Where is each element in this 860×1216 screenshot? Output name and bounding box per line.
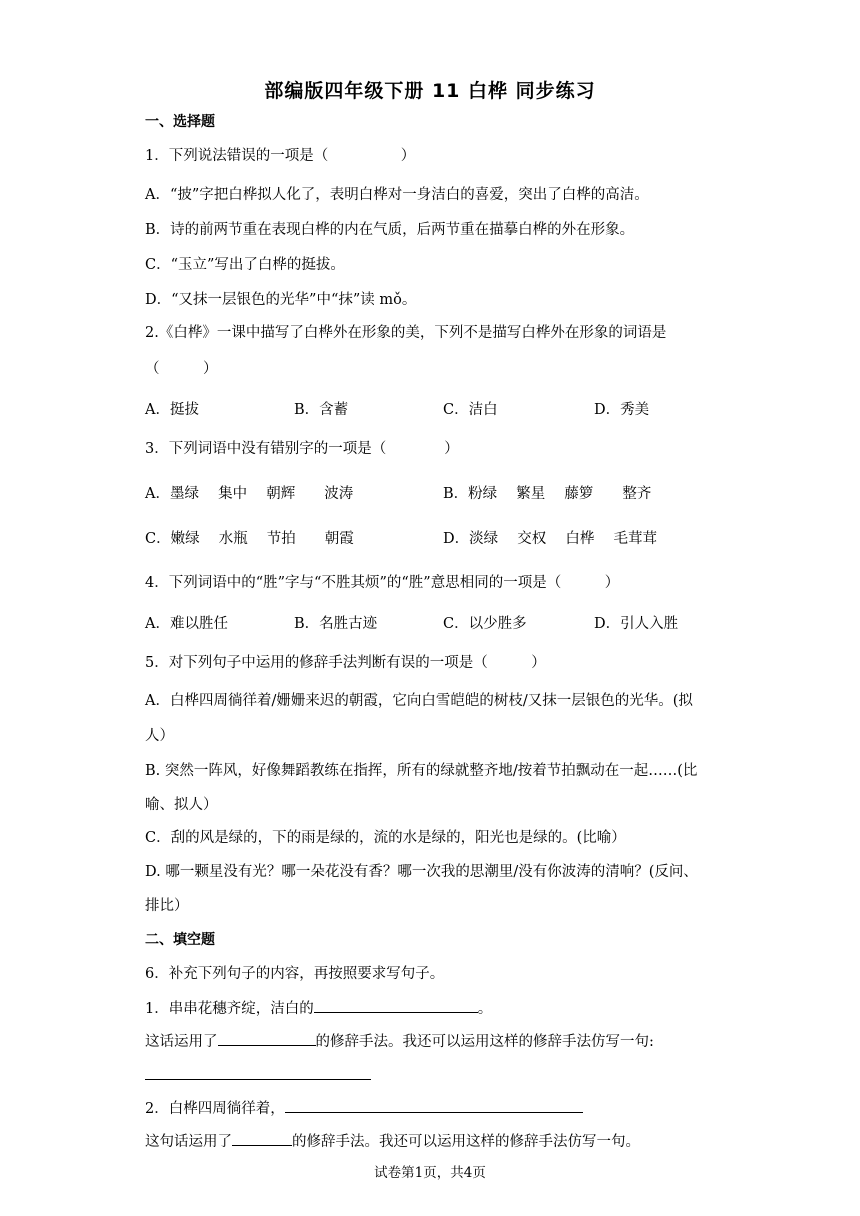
fill-blank-1[interactable] [314,998,478,1013]
question-1-stem: 1．下列说法错误的一项是（ ） [145,148,416,164]
question-1-option-a: A．“披”字把白桦拟人化了，表明白桦对一身洁白的喜爱，突出了白桦的高洁。 [145,187,649,203]
question-6-stem: 6．补充下列句子的内容，再按照要求写句子。 [145,966,445,982]
question-2-option-c: C．洁白 [443,402,498,418]
question-6-line-4 [145,1131,640,1152]
question-4-stem: 4．下列词语中的“胜”字与“不胜其烦”的“胜”意思相同的一项是（ ） [145,575,620,591]
question-5-option-d: D. 哪一颗星没有光？哪一朵花没有香？哪一次我的思潮里/没有你波涛的清响？(反问、 [145,864,698,880]
question-2-paren: （ ） [145,361,218,377]
question-6-line-4-prefix: 这句话运用了 [145,1134,232,1150]
question-6-line-1-prefix: 1．串串花穗齐绽，洁白的 [145,1001,314,1017]
question-6-line-2-prefix: 这话运用了 [145,1034,218,1050]
question-5-stem: 5．对下列句子中运用的修辞手法判断有误的一项是（ ） [145,655,546,671]
question-1-option-b: B．诗的前两节重在表现白桦的内在气质，后两节重在描摹白桦的外在形象。 [145,222,635,238]
question-5-option-b: B. 突然一阵风，好像舞蹈教练在指挥，所有的绿就整齐地/按着节拍飘动在一起……(比 [145,763,698,779]
question-6-line-3 [145,1098,583,1119]
question-5-option-d-cont: 排比） [145,898,189,914]
question-2-option-b: B．含蓄 [294,402,349,418]
page-title: 部编版四年级下册 11 白桦 同步练习 [264,80,596,102]
question-4-option-c: C．以少胜多 [443,616,527,632]
question-3-stem: 3．下列词语中没有错别字的一项是（ ） [145,441,459,457]
question-4-option-b: B．名胜古迹 [294,616,378,632]
question-1-option-c: C．“玉立”写出了白桦的挺拔。 [145,257,345,273]
section-heading-choice: 一、选择题 [145,114,215,130]
question-4-option-a: A．难以胜任 [145,616,228,632]
fill-blank-2[interactable] [218,1031,316,1046]
question-2-option-d: D．秀美 [594,402,650,418]
question-6-line-1-suffix: 。 [477,1001,493,1017]
question-6-line-1 [145,998,492,1019]
question-5-option-a: A．白桦四周徜徉着/姗姗来迟的朝霞，它向白雪皑皑的树枝/又抹一层银色的光华。(拟 [145,693,693,709]
question-6-line-2-suffix: 的修辞手法。我还可以运用这样的修辞手法仿写一句: [315,1034,654,1050]
question-1-option-d: D．“又抹一层银色的光华”中“抹”读 mǒ。 [145,292,417,308]
question-3-option-c: C．嫩绿 水瓶 节拍 朝霞 [145,531,354,547]
question-5-option-b-cont: 喻、拟人） [145,797,218,813]
question-5-option-a-cont: 人） [145,728,174,744]
question-5-option-c: C．刮的风是绿的，下的雨是绿的，流的水是绿的，阳光也是绿的。(比喻） [145,830,626,846]
page-footer: 试卷第1页，共4页 [374,1165,486,1181]
question-6-line-2 [145,1031,654,1052]
answer-line-1[interactable] [145,1079,371,1080]
fill-blank-3[interactable] [285,1098,583,1113]
question-4-option-d: D．引人入胜 [594,616,679,632]
question-2-option-a: A．挺拔 [145,402,199,418]
question-2-stem: 2.《白桦》一课中描写了白桦外在形象的美，下列不是描写白桦外在形象的词语是 [145,325,667,341]
question-3-option-d: D．淡绿 交权 白桦 毛茸茸 [443,531,657,547]
fill-blank-4[interactable] [232,1131,292,1146]
question-6-line-3-prefix: 2．白桦四周徜徉着， [145,1101,285,1117]
question-6-line-4-suffix: 的修辞手法。我还可以运用这样的修辞手法仿写一句。 [292,1134,640,1150]
question-3-option-a: A．墨绿 集中 朝辉 波涛 [145,486,354,502]
question-3-option-b: B．粉绿 繁星 藤箩 整齐 [443,486,652,502]
section-heading-fill: 二、填空题 [145,932,215,948]
